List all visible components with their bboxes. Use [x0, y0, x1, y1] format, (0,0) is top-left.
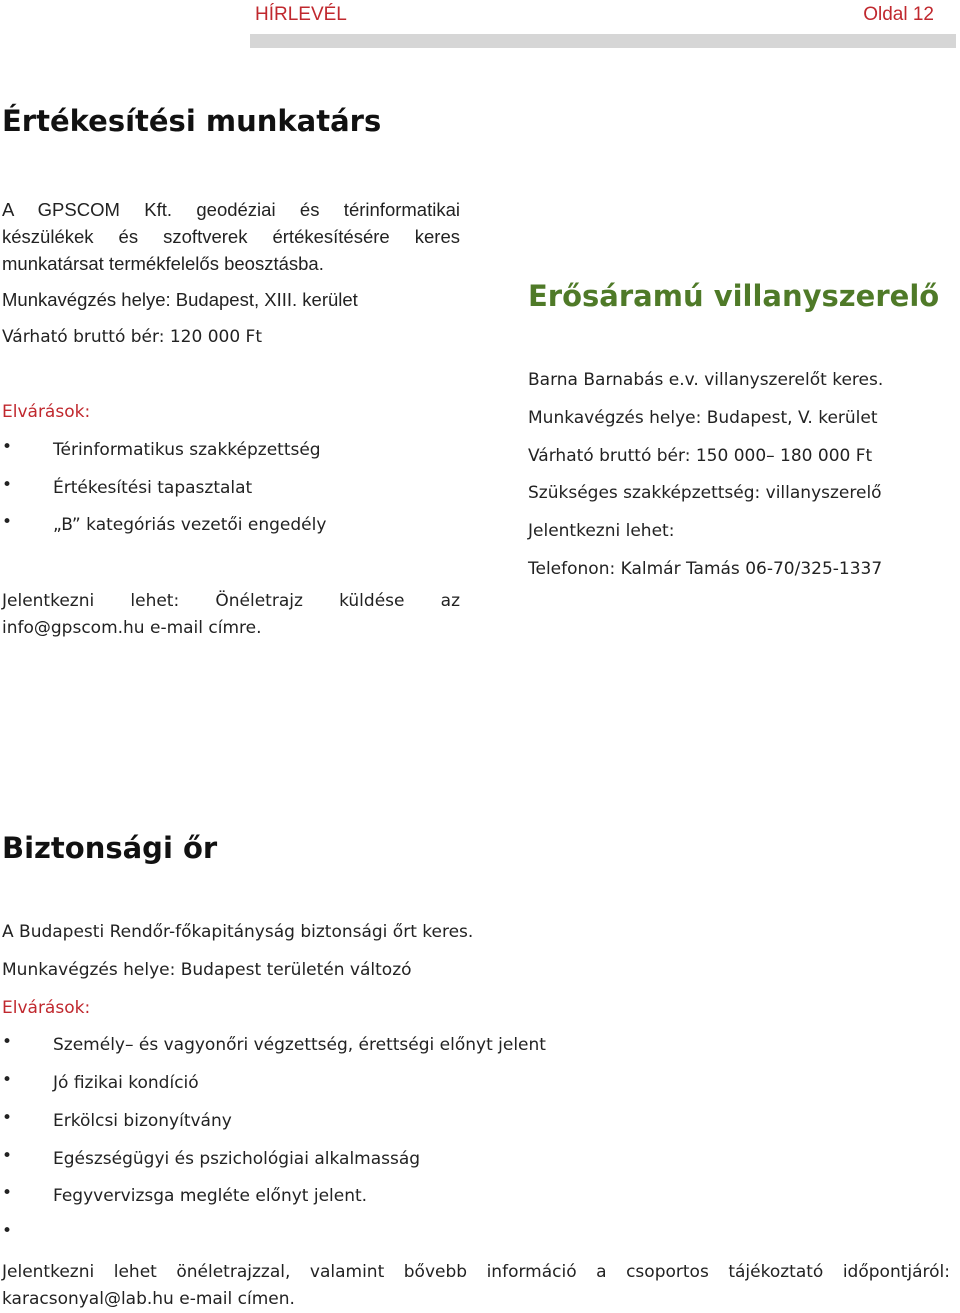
job3-requirement: Személy– és vagyonőri végzettség, érettségi előnyt jelent	[53, 1035, 546, 1055]
job2-line: Telefonon: Kalmár Tamás 06-70/325-1337	[528, 559, 883, 579]
job1-requirements-label: Elvárások:	[2, 402, 91, 422]
job1-requirement: Értékesítési tapasztalat	[53, 478, 253, 498]
bullet-icon: •	[2, 512, 13, 532]
bullet-icon: •	[2, 1183, 13, 1203]
job1-intro-line: munkatársat termékfelelős beosztásba.	[2, 253, 324, 274]
job1-requirement: Térinformatikus szakképzettség	[53, 440, 321, 460]
bullet-icon: •	[2, 1146, 13, 1166]
job3-location: Munkavégzés helye: Budapest területén változó	[2, 960, 412, 980]
job3-requirement: Erkölcsi bizonyítvány	[53, 1111, 232, 1131]
job1-salary: Várható bruttó bér: 120 000 Ft	[2, 327, 262, 347]
job3-requirements-label: Elvárások:	[2, 998, 91, 1018]
job1-apply-line: info@gpscom.hu e-mail címre.	[2, 618, 262, 638]
job3-title: Biztonsági őr	[2, 831, 218, 865]
job3-apply-line: Jelentkezni lehet önéletrajzzal, valamint bővebb információ a csoportos tájékoztató időpontjáról:	[2, 1262, 950, 1282]
job3-apply-line: karacsonyal@lab.hu e-mail címen.	[2, 1289, 295, 1309]
job2-line: Szükséges szakképzettség: villanyszerelő	[528, 483, 882, 503]
bullet-icon: •	[2, 1070, 13, 1090]
page-number: Oldal 12	[863, 4, 934, 25]
job1-apply-line: Jelentkezni lehet: Önéletrajz küldése az	[2, 591, 460, 611]
job2-line: Jelentkezni lehet:	[528, 521, 675, 541]
job1-title: Értékesítési munkatárs	[2, 104, 382, 138]
job1-location: Munkavégzés helye: Budapest, XIII. kerület	[2, 289, 358, 310]
job1-intro-line: készülékek és szoftverek értékesítésére keres	[2, 226, 460, 247]
bullet-icon: •	[2, 1221, 13, 1241]
job2-line: Barna Barnabás e.v. villanyszerelőt keres.	[528, 370, 884, 390]
job1-requirement: „B” kategóriás vezetői engedély	[53, 515, 327, 535]
job3-requirement: Jó fizikai kondíció	[53, 1073, 199, 1093]
job2-line: Várható bruttó bér: 150 000– 180 000 Ft	[528, 446, 873, 466]
job3-requirement: Egészségügyi és pszichológiai alkalmasság	[53, 1149, 421, 1169]
job1-intro-line: A GPSCOM Kft. geodéziai és térinformatikai	[2, 199, 460, 220]
bullet-icon: •	[2, 1108, 13, 1128]
job2-line: Munkavégzés helye: Budapest, V. kerület	[528, 408, 878, 428]
job3-requirement: Fegyvervizsga megléte előnyt jelent.	[53, 1186, 368, 1206]
newsletter-label: HÍRLEVÉL	[255, 4, 347, 25]
bullet-icon: •	[2, 437, 13, 457]
bullet-icon: •	[2, 1032, 13, 1052]
job2-title: Erősáramú villanyszerelő	[528, 279, 940, 313]
bullet-icon: •	[2, 475, 13, 495]
header-rule	[250, 34, 956, 48]
job3-intro: A Budapesti Rendőr-főkapitányság biztonsági őrt keres.	[2, 922, 474, 942]
